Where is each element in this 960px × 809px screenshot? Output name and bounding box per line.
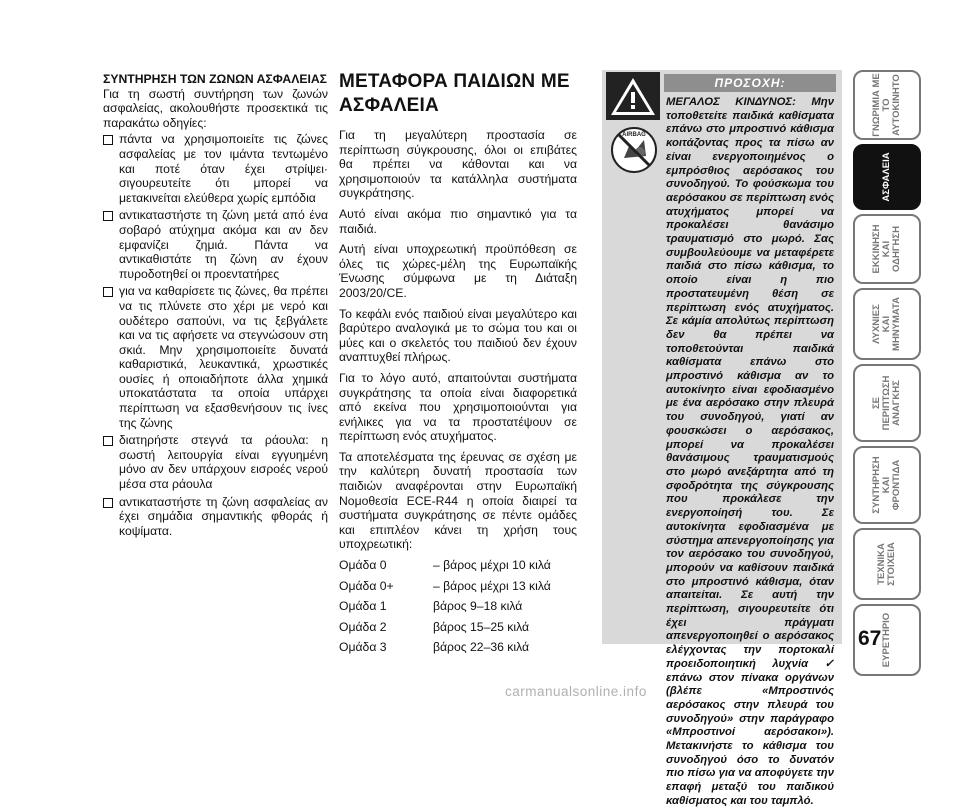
checkbox-bullet-icon — [103, 135, 113, 145]
tab-maintenance[interactable]: ΣΥΝΤΗΡΗΣΗ ΚΑΙ ΦΡΟΝΤΙΔΑ — [853, 446, 921, 524]
checkbox-bullet-icon — [103, 211, 113, 221]
airbag-label: AIRBAG — [622, 132, 646, 138]
section-title: ΜΕΤΑΦΟΡΑ ΠΑΙΔΙΩΝ ΜΕ ΑΣΦΑΛΕΙΑ — [339, 71, 570, 116]
group-row: Ομάδα 2 βάρος 15–25 κιλά — [339, 619, 530, 634]
checkbox-bullet-icon — [103, 498, 113, 508]
list-item: για να καθαρίσετε τις ζώνες, θα πρέπει να τις πλύνετε στο χέρι με νερό και ουδέτερο σαπούνι, να τις ξεβγάλετε και να τις αφήσετε να στεγνώσουν στη σκιά. Μην χρησιμοποιείτε δυνατά καθαριστικά, λευκαντικά, χρωστικές ουσίες ή οποιαδήποτε άλλα χημικά υποκατάστατα τα οποία υπάρχει περίπτωση να εξασθενήσουν τις ίνες της ζώνης — [103, 284, 328, 430]
tab-getting-to-know[interactable]: ΓΝΩΡΙΜΙΑ ΜΕ ΤΟ ΑΥΤΟΚΙΝΗΤΟ — [853, 70, 921, 140]
page-number: 67 — [858, 627, 882, 650]
paragraph: Αυτή είναι υποχρεωτική προϋπόθεση σε όλες τις χώρες-μέλη της Ευρωπαϊκής Ένωσης σύμφωνα με τη Διάταξη 2003/20/CE. — [339, 242, 577, 300]
paragraph: Το κεφάλι ενός παιδιού είναι μεγαλύτερο και βαρύτερο αναλογικά με το σώμα του και οι μύες και ο σκελετός του παιδιού δεν έχουν αναπτυχθεί πλήρως. — [339, 306, 577, 365]
paragraph: Για το λόγο αυτό, απαιτούνται συστήματα συγκράτησης τα οποία είναι διαφορετικά από εκείνα που χρησιμοποιούνται για ενήλικες για να τα προστατέψουν σε περίπτωση ενός ατυχήματος. — [339, 370, 577, 444]
paragraph: Τα αποτελέσματα της έρευνας σε σχέση με την καλύτερη δυνατή προστασία των παιδιών αναφέρονται στην Ευρωπαϊκή Νομοθεσία ECE-R44 η οποία διαιρεί τα συστήματα συγκράτησης σε πέντε ομάδες και επιπλέον κάνει τη χρήση τους υποχρεωτική: — [339, 449, 577, 552]
list-item: αντικαταστήστε τη ζώνη μετά από ένα σοβαρό ατύχημα ακόμα και αν δεν εμφανίζει ζημιά. Πάντα να αντικαθιστάτε τη ζώνη αν έχουν πυροδοτηθεί οι προεντατήρες — [103, 208, 328, 281]
tab-emergency[interactable]: ΣΕ ΠΕΡΙΠΤΩΣΗ ΑΝΑΓΚΗΣ — [853, 364, 921, 442]
tab-starting-driving[interactable]: ΕΚΚΙΝΗΣΗ ΚΑΙ ΟΔΗΓΗΣΗ — [853, 214, 921, 284]
checkbox-bullet-icon — [103, 436, 113, 446]
group-row: Ομάδα 1 βάρος 9–18 κιλά — [339, 599, 523, 614]
list-item: διατηρήστε στεγνά τα ράουλα: η σωστή λειτουργία είναι εγγυημένη μόνο αν δεν υπάρχουν εισροές νερού μέσα στα ράουλα — [103, 433, 328, 491]
paragraph: Αυτό είναι ακόμα πιο σημαντικό για τα παιδιά. — [339, 206, 577, 236]
warning-text: ΜΕΓΑΛΟΣ ΚΙΝΔΥΝΟΣ: Μην τοποθετείτε παιδικά καθίσματα επάνω στο μπροστινό κάθισμα κοιτάζοντας προς τα πίσω αν είναι ενεργοποιημένος ο εμπρόσθιος αερόσακος του συνοδηγού. Το φούσκωμα του αερόσακου σε περίπτωση ενός ατυχήματος μπορεί να προκαλέσει θανάσιμο τραυματισμό στο μωρό. Σας συμβουλεύουμε να μεταφέρετε παιδιά στο πίσω κάθισμα, το οποίο είναι η πιο προστατευμένη θέση σε περίπτωση ενός ατυχήματος. Σε κάμία απολύτως περίπτωση δεν θα πρέπει να τοποθετούνται παιδικά καθίσματα επάνω στο μπροστινό κάθισμα αν το αυτοκίνητο είναι εφοδιασμένο με ένα αερόσακο στην πλευρά του συνοδηγού, γιατί αν φουσκώσει ο αερόσακος, μπορεί να προκαλέσει θανάσιμους τραυματισμούς στο μωρό ανεξάρτητα από τη σφοδρότητα της σύγκρουσης που προκάλεσε την ενεργοποίησή του. Σε αυτοκίνητα εφοδιασμένα με σύστημα απενεργοποίησης για τον αερόσακο του συνοδηγού, μπορούν να καθίσουν παιδικά στο μπροστινό κάθισμα, όταν απαιτείται. Σε αυτή την περίπτωση, σιγουρευτείτε ότι έχει πράγματι απενεργοποιηθεί ο αερόσακος ελέγχοντας την πορτοκαλί προειδοποιητική λυχνία ✓ επάνω στον πίνακα οργάνων (βλέπε «Μπροστινός αερόσακος στην πλευρά του συνοδηγού» στην παράγραφο «Μπροστινοί αερόσακοι»). Μετακινήστε το κάθισμα του συνοδηγού όσο το δυνατόν πιο πίσω για να αποφύγετε την επαφή μεταξύ του παιδικού καθίσματος και του ταμπλό. — [666, 96, 834, 807]
watermark: carmanualsonline.info — [505, 684, 647, 699]
maintenance-intro: Για τη σωστή συντήρηση των ζωνών ασφαλείας, ακολουθήστε προσεκτικά τις παρακάτω οδηγίες: — [103, 86, 328, 130]
group-row: Ομάδα 0 – βάρος μέχρι 10 κιλά — [339, 558, 551, 573]
tab-safety[interactable]: ΑΣΦΑΛΕΙΑ — [853, 144, 921, 210]
list-item: πάντα να χρησιμοποιείτε τις ζώνες ασφαλείας με τον ιμάντα τεντωμένο και ποτέ όταν έχει στρίψει· σιγουρευτείτε ότι μπορεί να μετακινείται ελεύθερα χωρίς εμπόδια — [103, 132, 328, 205]
tab-technical-data[interactable]: ΤΕΧΝΙΚΑ ΣΤΟΙΧΕΙΑ — [853, 528, 921, 600]
group-row: Ομάδα 3 βάρος 22–36 κιλά — [339, 640, 530, 655]
child-safety-section — [339, 70, 577, 661]
tab-warning-lights[interactable]: ΛΥΧΝΙΕΣ ΚΑΙ ΜΗΝΥΜΑΤΑ — [853, 288, 921, 360]
maintenance-heading: ΣΥΝΤΗΡΗΣΗ ΤΩΝ ΖΩΝΩΝ ΑΣΦΑΛΕΙΑΣ — [103, 72, 327, 86]
tab-index[interactable]: ΕΥΡΕΤΗΡΙΟ — [853, 604, 921, 676]
checkbox-bullet-icon — [103, 287, 113, 297]
maintenance-section — [103, 72, 328, 541]
list-item: αντικαταστήστε τη ζώνη ασφαλείας αν έχει σημάδια σημαντικής φθοράς ή κοψίματα. — [103, 495, 328, 539]
group-row: Ομάδα 0+ – βάρος μέχρι 13 κιλά — [339, 578, 551, 593]
warning-box — [602, 70, 842, 807]
paragraph: Για τη μεγαλύτερη προστασία σε περίπτωση σύγκρουσης, όλοι οι επιβάτες θα πρέπει να κάθονται και να χρησιμοποιούν τα κατάλληλα συστήματα συγκράτησης. — [339, 128, 577, 201]
warning-header: ΠΡΟΣΟΧΗ: — [664, 74, 836, 92]
maintenance-list — [103, 132, 328, 538]
